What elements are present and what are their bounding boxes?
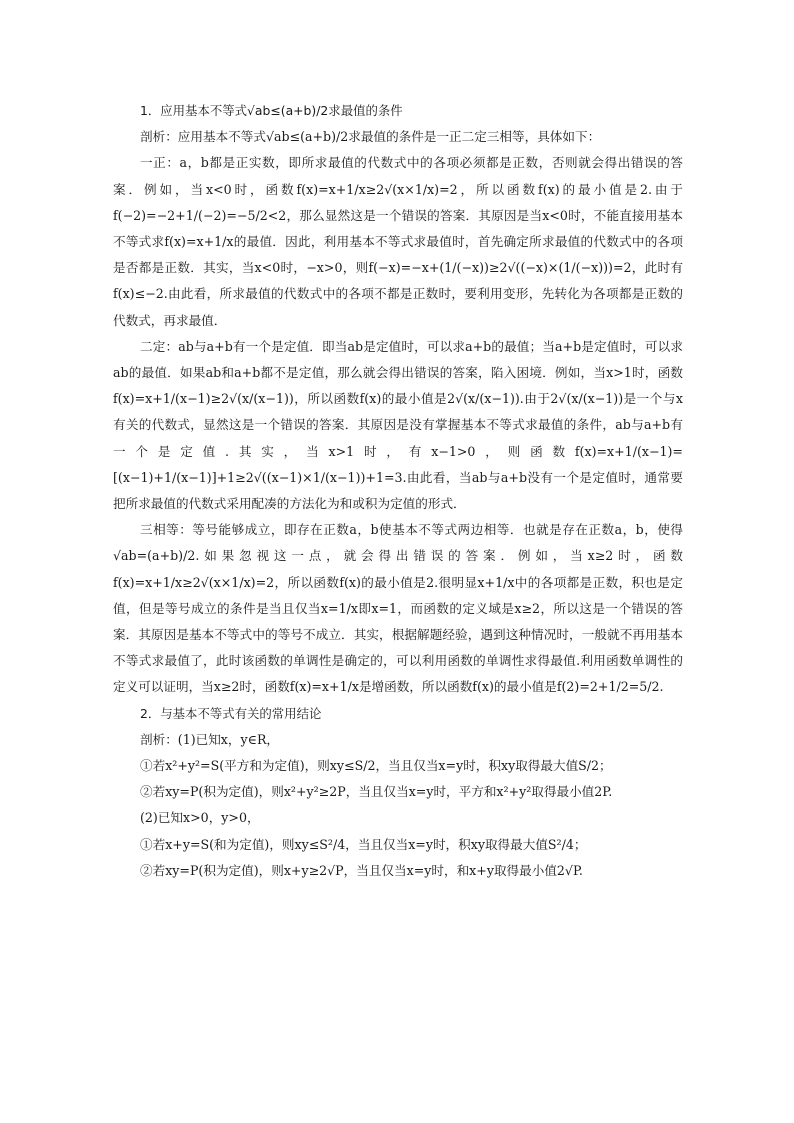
paragraph-condition-equal: 三相等：等号能够成立，即存在正数a，b使基本不等式两边相等．也就是存在正数a，b，使得√ab=(a+b)/2.如果忽视这一点，就会得出错误的答案．例如，当x≥2时，函数f(x)=x+1/x≥2√(x×1/x)=2，所以函数f(x)的最小值是2.很明显x+1/x中的各项都是正数，积也是定值，但是等号成立的条件是当且仅当x=1/x即x=1，而函数的定义域是x≥2，所以这是一个错误的答案．其原因是基本不等式中的等号不成立．其实，根据解题经验，遇到这种情况时，一般就不再用基本不等式求最值了，此时该函数的单调性是确定的，可以利用函数的单调性求得最值.利用函数单调性的定义可以证明，当x≥2时，函数f(x)=x+1/x是增函数，所以函数f(x)的最小值是f(2)=2+1/2=5/2.	[113, 522, 683, 695]
conclusion-line-2: ①若x²+y²=S(平方和为定值)，则xy≤S/2，当且仅当x=y时，积xy取得最大值S/2；	[140, 758, 612, 774]
section-1-title: 1．应用基本不等式√ab≤(a+b)/2求最值的条件	[140, 103, 403, 118]
document-body	[113, 98, 683, 884]
paragraph-condition-fixed: 二定：ab与a+b有一个是定值．即当ab是定值时，可以求a+b的最值；当a+b是定值时，可以求ab的最值．如果ab和a+b都不是定值，那么就会得出错误的答案，陷入困境．例如，当x>1时，函数f(x)=x+1/(x−1)≥2√(x/(x−1))，所以函数f(x)的最小值是2√(x/(x−1)).由于2√(x/(x−1))是一个与x有关的代数式，显然这是一个错误的答案．其原因是没有掌握基本不等式求最值的条件，ab与a+b有一个是定值.其实，当x>1时，有x−1>0，则函数f(x)=x+1/(x−1)=[(x−1)+1/(x−1)]+1≥2√((x−1)×1/(x−1))+1=3.由此看，当ab与a+b没有一个是定值时，通常要把所求最值的代数式采用配凑的方法化为和或积为定值的形式．	[113, 338, 683, 512]
conclusion-line-1: 剖析：(1)已知x，y∈R，	[140, 731, 280, 747]
conclusion-line-6: ②若xy=P(积为定值)，则x+y≥2√P，当且仅当x=y时，和x+y取得最小值2√P.	[140, 862, 583, 878]
section-2-title: 2．与基本不等式有关的常用结论	[140, 705, 322, 721]
paragraph-condition-positive: 一正：a，b都是正实数，即所求最值的代数式中的各项必须都是正数，否则就会得出错误的答案．例如，当x<0时，函数f(x)=x+1/x≥2√(x×1/x)=2，所以函数f(x)的最小值是2.由于f(−2)=−2+1/(−2)=−5/2<2，那么显然这是一个错误的答案．其原因是当x<0时，不能直接用基本不等式求f(x)=x+1/x的最值．因此，利用基本不等式求最值时，首先确定所求最值的代数式中的各项是否都是正数．其实，当x<0时，−x>0，则f(−x)=−x+(1/(−x))≥2√((−x)×(1/(−x)))=2，此时有f(x)≤−2.由此看，所求最值的代数式中的各项不都是正数时，要利用变形，先转化为各项都是正数的代数式，再求最值．	[113, 155, 683, 328]
section-1-analysis: 剖析：应用基本不等式√ab≤(a+b)/2求最值的条件是一正二定三相等，具体如下：	[140, 129, 601, 145]
conclusion-line-4: (2)已知x>0，y>0，	[140, 810, 260, 826]
conclusion-line-3: ②若xy=P(积为定值)，则x²+y²≥2P，当且仅当x=y时，平方和x²+y²取得最小值2P.	[140, 784, 613, 800]
conclusion-line-5: ①若x+y=S(和为定值)，则xy≤S²/4，当且仅当x=y时，积xy取得最大值S²/4；	[140, 836, 587, 852]
